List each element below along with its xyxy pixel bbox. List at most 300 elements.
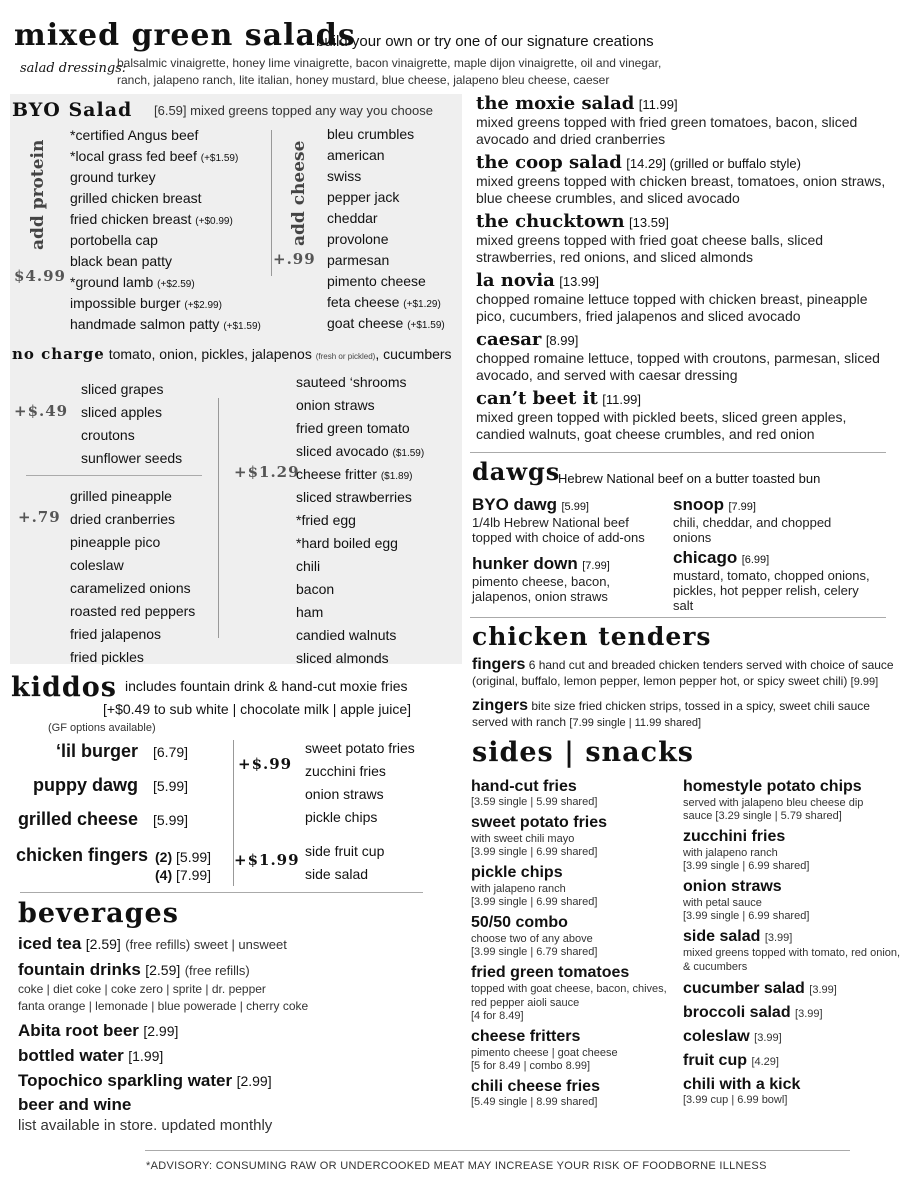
salad-heading xyxy=(476,211,896,232)
kiddos-upgrade-price-2: +$1.99 xyxy=(234,851,300,869)
salad-desc: mixed greens topped with chicken breast, tomatoes, onion straws, blue cheese crumbles, and sliced avocado xyxy=(476,173,886,206)
side-name: fruit cup xyxy=(683,1052,747,1069)
kiddos-item-name: grilled cheese xyxy=(17,809,138,829)
menu-title: mixed green salads xyxy=(14,18,356,53)
side-name: chili with a kick xyxy=(683,1076,801,1093)
side-heading xyxy=(683,1028,903,1046)
item-extra-price: (+$2.99) xyxy=(184,300,222,311)
cheese-item xyxy=(327,250,445,271)
addon-item xyxy=(296,647,424,670)
dawg-desc: mustard, tomato, chopped onions, pickles, hot pepper relish, celery salt xyxy=(673,568,870,613)
side-price: [3.99] xyxy=(795,1008,823,1020)
kiddos-items xyxy=(0,741,230,843)
side-item xyxy=(471,914,676,958)
dawg-item xyxy=(673,495,873,545)
price: [2.59] xyxy=(145,962,181,978)
addon-item xyxy=(296,394,424,417)
cheese-item xyxy=(327,313,445,334)
side-heading xyxy=(471,814,676,832)
side-heading xyxy=(683,878,903,896)
side-item xyxy=(471,778,676,808)
side-price: [3.99] xyxy=(809,984,837,996)
side-desc: choose two of any above xyxy=(471,933,593,945)
addon-item: fried pickles xyxy=(70,649,144,665)
cheese-item xyxy=(327,292,445,313)
dawg-price: [7.99] xyxy=(582,560,610,572)
protein-item xyxy=(70,314,261,335)
gf-note: (GF options available) xyxy=(48,722,156,734)
item-name: *local grass fed beef xyxy=(70,148,197,164)
cheese-item xyxy=(327,208,445,229)
kiddos-subtitle: includes fountain drink & hand-cut moxie fries xyxy=(125,678,408,694)
dawg-item xyxy=(472,495,667,545)
side-heading xyxy=(683,1004,903,1022)
iced-tea-name: iced tea xyxy=(18,934,82,953)
dawg-heading xyxy=(673,548,873,568)
addon-item: roasted red peppers xyxy=(70,603,196,619)
salad-price: [8.99] xyxy=(545,333,579,348)
kiddos-item-price: [5.99] xyxy=(153,812,189,828)
addon-item xyxy=(296,532,424,555)
signature-salad xyxy=(476,270,896,325)
kiddos-upgrade-item: onion straws xyxy=(305,786,384,802)
item-extra-price: (+$1.29) xyxy=(403,299,441,310)
salad-desc: chopped romaine lettuce topped with chicken breast, pineapple pico, cucumbers, fried jalapenos and sliced avocado xyxy=(476,291,868,324)
addon-item: pineapple pico xyxy=(70,534,161,550)
side-price: [3.99 single | 6.99 shared] xyxy=(683,910,810,922)
protein-item xyxy=(70,146,261,167)
dawg-item xyxy=(472,554,667,604)
no-charge-items-b: , cucumbers xyxy=(375,346,452,362)
byo-desc: [6.59] mixed greens topped any way you choose xyxy=(154,103,433,118)
item-name: bleu crumbles xyxy=(327,126,415,142)
salad-desc: mixed green topped with pickled beets, sliced green apples, candied walnuts, goat cheese crumbles, and red onion xyxy=(476,409,847,442)
item-extra-price: (+$1.59) xyxy=(407,320,445,331)
protein-item xyxy=(70,167,261,188)
salad-heading xyxy=(476,93,896,114)
side-desc: topped with goat cheese, bacon, chives, red pepper aioli sauce xyxy=(471,983,667,1009)
item-name: provolone xyxy=(327,231,389,247)
fountain-list-1: coke | diet coke | coke zero | sprite | dr. pepper xyxy=(18,982,266,996)
side-item xyxy=(471,964,676,1022)
salad-price: [14.29] (grilled or buffalo style) xyxy=(626,156,801,171)
price-49: +$.49 xyxy=(14,402,69,420)
salad-heading xyxy=(476,388,896,409)
side-name: hand-cut fries xyxy=(471,778,577,795)
item-name: sliced avocado xyxy=(296,443,389,459)
kiddos-item-name: ‘lil burger xyxy=(55,741,138,761)
no-charge-line xyxy=(12,345,452,363)
kiddos-item xyxy=(0,741,230,775)
side-heading xyxy=(471,778,676,796)
item-name: swiss xyxy=(327,168,362,184)
addon-list-129 xyxy=(296,371,424,670)
salad-name: the coop salad xyxy=(476,152,622,173)
side-name: chili cheese fries xyxy=(471,1078,600,1095)
addon-item xyxy=(296,463,424,486)
kiddos-upgrade-list-1 xyxy=(305,737,415,829)
fountain-name: fountain drinks xyxy=(18,960,141,979)
side-heading xyxy=(471,1028,676,1046)
side-name: pickle chips xyxy=(471,864,563,881)
addon-item: sliced apples xyxy=(81,404,162,420)
side-item xyxy=(471,1028,676,1072)
side-price: [3.99 single | 6.99 shared] xyxy=(683,860,810,872)
addon-item xyxy=(296,509,424,532)
kiddos-upgrade-item: zucchini fries xyxy=(305,763,386,779)
addon-item xyxy=(296,555,424,578)
side-item xyxy=(683,980,903,998)
salad-price: [11.99] xyxy=(638,97,678,112)
dawg-price: [6.99] xyxy=(741,554,770,566)
fingers-price: [9.99] xyxy=(850,676,879,688)
water-name: bottled water xyxy=(18,1046,124,1065)
item-name: bacon xyxy=(296,581,335,597)
item-name: *fried egg xyxy=(296,512,356,528)
salad-name: caesar xyxy=(476,329,542,350)
salad-heading xyxy=(476,329,896,350)
side-name: 50/50 combo xyxy=(471,914,568,931)
abita xyxy=(18,1021,438,1046)
divider xyxy=(20,892,423,893)
dressings-list-1: balsalmic vinaigrette, honey lime vinaigrette, bacon vinaigrette, maple dijon vinaigrette, oil and vinegar, xyxy=(117,56,662,70)
side-name: broccoli salad xyxy=(683,1004,791,1021)
add-cheese-label: add cheese xyxy=(289,140,309,246)
kiddos-upgrade-list-2 xyxy=(305,840,384,886)
side-name: zucchini fries xyxy=(683,828,786,845)
item-name: *certified Angus beef xyxy=(70,127,199,143)
kiddos-item xyxy=(0,775,230,809)
price: [2.99] xyxy=(236,1073,272,1089)
dawg-price: [5.99] xyxy=(561,501,589,513)
side-desc: pimento cheese | goat cheese xyxy=(471,1047,618,1059)
addon-item: grilled pineapple xyxy=(70,488,172,504)
menu-subtitle: build your own or try one of our signature creations xyxy=(316,33,654,50)
kiddos-item-price: [6.79] xyxy=(153,744,189,760)
item-name: *hard boiled egg xyxy=(296,535,398,551)
side-item xyxy=(683,828,903,872)
side-item xyxy=(683,1076,903,1106)
bottled-water xyxy=(18,1046,438,1071)
side-item xyxy=(683,928,903,974)
fountain-drinks xyxy=(18,960,438,982)
side-price: [3.99 cup | 6.99 bowl] xyxy=(683,1094,788,1106)
side-item xyxy=(683,778,903,822)
side-item xyxy=(471,814,676,858)
side-heading xyxy=(683,928,903,946)
abita-name: Abita root beer xyxy=(18,1021,139,1040)
divider xyxy=(145,1150,850,1151)
side-heading xyxy=(471,914,676,932)
item-name: impossible burger xyxy=(70,295,181,311)
kiddos-subtitle-2: [+$0.49 to sub white | chocolate milk | apple juice] xyxy=(103,701,412,717)
salad-heading xyxy=(476,270,896,291)
addon-list-79 xyxy=(70,485,195,669)
side-name: side salad xyxy=(683,928,761,945)
zingers-name: zingers xyxy=(472,697,529,714)
dawg-name: hunker down xyxy=(472,554,578,573)
item-extra-price: (+$1.59) xyxy=(200,153,239,164)
price: [2.59] xyxy=(85,936,121,952)
side-heading xyxy=(471,964,676,982)
side-desc: with jalapeno ranch xyxy=(683,847,778,859)
addon-item: coleslaw xyxy=(70,557,124,573)
kiddos-fingers-name: chicken fingers xyxy=(16,845,149,865)
item-name: handmade salmon patty xyxy=(70,316,220,332)
side-price: [3.99] xyxy=(764,932,793,944)
side-heading xyxy=(471,864,676,882)
item-extra-price: (+$2.59) xyxy=(157,279,195,290)
protein-price: $4.99 xyxy=(14,267,66,285)
side-desc: served with jalapeno bleu cheese dip xyxy=(683,797,864,809)
qty-4: (4) xyxy=(155,867,173,883)
salad-price: [11.99] xyxy=(602,392,642,407)
addon-item xyxy=(296,486,424,509)
protein-item xyxy=(70,230,261,251)
dawg-name: chicago xyxy=(673,548,738,567)
dawgs-title: dawgs xyxy=(472,457,561,486)
cheese-list xyxy=(327,124,445,334)
addon-item xyxy=(296,417,424,440)
no-charge-label: no charge xyxy=(12,345,105,363)
item-name: ham xyxy=(296,604,324,620)
signature-salad xyxy=(476,329,896,384)
zingers-item xyxy=(472,698,892,731)
side-name: fried green tomatoes xyxy=(471,964,630,981)
item-name: sliced strawberries xyxy=(296,489,412,505)
beer-wine-desc: list available in store. updated monthly xyxy=(18,1117,273,1134)
dressings-list-2: ranch, jalapeno ranch, lite italian, honey mustard, blue cheese, jalapeno bleu cheese, caeser xyxy=(117,73,610,87)
cheese-item xyxy=(327,271,445,292)
item-name: goat cheese xyxy=(327,315,404,331)
zingers-desc: bite size fried chicken strips, tossed in a spicy, sweet chili sauce served with ranch xyxy=(472,699,870,729)
item-name: pimento cheese xyxy=(327,273,426,289)
advisory: *ADVISORY: CONSUMING RAW OR UNDERCOOKED MEAT MAY INCREASE YOUR RISK OF FOODBORNE ILLNESS xyxy=(146,1160,767,1172)
signature-salads xyxy=(476,93,896,447)
item-extra-price: ($1.59) xyxy=(392,448,425,459)
side-item xyxy=(471,864,676,908)
dawg-heading xyxy=(673,495,873,515)
side-heading xyxy=(683,828,903,846)
cheese-item xyxy=(327,229,445,250)
price-79: +.79 xyxy=(18,508,61,526)
beer-wine: beer and wine xyxy=(18,1095,132,1114)
side-name: cheese fritters xyxy=(471,1028,581,1045)
side-name: cucumber salad xyxy=(683,980,805,997)
protein-list xyxy=(70,125,261,335)
item-name: chili xyxy=(296,558,321,574)
side-heading xyxy=(683,980,903,998)
side-item xyxy=(471,1078,676,1108)
price: [7.99] xyxy=(176,867,212,883)
add-protein-label: add protein xyxy=(28,139,48,250)
signature-salad xyxy=(476,211,896,266)
side-name: homestyle potato chips xyxy=(683,778,862,795)
kiddos-fingers xyxy=(16,845,231,883)
side-price: [4 for 8.49] xyxy=(471,1010,524,1022)
kiddos-upgrade-price-1: +$.99 xyxy=(238,755,293,773)
item-name: feta cheese xyxy=(327,294,400,310)
protein-item xyxy=(70,188,261,209)
dressings-label: salad dressings: xyxy=(20,61,127,76)
kiddos-upgrade-item: pickle chips xyxy=(305,809,378,825)
kiddos-item xyxy=(0,809,230,843)
fountain-list-2: fanta orange | lemonade | blue powerade | cherry coke xyxy=(18,999,309,1013)
protein-item xyxy=(70,125,261,146)
addon-item: sunflower seeds xyxy=(81,450,183,466)
fingers-desc: 6 hand cut and breaded chicken tenders served with choice of sauce (original, buffalo, lemon pepper, lemon pepper hot, or spicy sweet chili) xyxy=(472,658,894,688)
salad-price: [13.59] xyxy=(629,215,669,230)
beverages-title: beverages xyxy=(18,898,179,929)
kiddos-item-price: [5.99] xyxy=(153,778,189,794)
side-desc: with jalapeno ranch xyxy=(471,883,566,895)
side-price: sauce [3.29 single | 5.79 shared] xyxy=(683,810,842,822)
item-name: cheese fritter xyxy=(296,466,377,482)
salad-name: can’t beet it xyxy=(476,388,598,409)
sides-right-column xyxy=(683,778,903,1112)
item-name: ground turkey xyxy=(70,169,156,185)
dawg-desc: chili, cheddar, and chopped onions xyxy=(673,515,832,545)
side-price: [3.99] xyxy=(754,1032,782,1044)
protein-item xyxy=(70,272,261,293)
zingers-price: [7.99 single | 11.99 shared] xyxy=(569,717,702,729)
divider xyxy=(26,475,202,476)
addon-item: fried jalapenos xyxy=(70,626,162,642)
side-item xyxy=(683,1052,903,1070)
cheese-item xyxy=(327,124,445,145)
item-name: black bean patty xyxy=(70,253,172,269)
price: [1.99] xyxy=(128,1048,164,1064)
side-item xyxy=(683,878,903,922)
item-name: grilled chicken breast xyxy=(70,190,202,206)
item-name: pepper jack xyxy=(327,189,400,205)
price: [2.99] xyxy=(143,1023,179,1039)
signature-salad xyxy=(476,152,896,207)
divider xyxy=(470,452,886,453)
divider xyxy=(470,617,886,618)
salad-price: [13.99] xyxy=(559,274,600,289)
item-name: american xyxy=(327,147,385,163)
dawg-desc: pimento cheese, bacon, jalapenos, onion straws xyxy=(472,574,611,604)
side-desc: mixed greens topped with tomato, red onion, & cucumbers xyxy=(683,947,901,973)
topo-name: Topochico sparkling water xyxy=(18,1071,233,1090)
side-desc: with sweet chili mayo xyxy=(471,833,575,845)
item-name: *ground lamb xyxy=(70,274,154,290)
qty-2: (2) xyxy=(155,849,173,865)
iced-tea-desc: (free refills) sweet | unsweet xyxy=(125,937,287,952)
dawg-heading xyxy=(472,554,667,574)
item-name: cheddar xyxy=(327,210,378,226)
topochico xyxy=(18,1071,438,1095)
cheese-item xyxy=(327,145,445,166)
cheese-price: +.99 xyxy=(273,250,316,268)
item-extra-price: (+$1.59) xyxy=(223,321,261,332)
addon-item: dried cranberries xyxy=(70,511,176,527)
fingers-item xyxy=(472,657,910,690)
side-item xyxy=(683,1004,903,1022)
item-name: sauteed ‘shrooms xyxy=(296,374,407,390)
salad-name: la novia xyxy=(476,270,555,291)
beverages-list xyxy=(18,934,438,1134)
addon-item xyxy=(296,371,424,394)
divider xyxy=(271,130,272,276)
addon-item xyxy=(296,601,424,624)
side-name: onion straws xyxy=(683,878,782,895)
side-price: [3.99 single | 6.79 shared] xyxy=(471,946,598,958)
item-name: onion straws xyxy=(296,397,375,413)
addon-list-49 xyxy=(81,378,182,470)
no-charge-note: (fresh or pickled) xyxy=(315,352,376,361)
item-name: fried chicken breast xyxy=(70,211,192,227)
dawg-heading xyxy=(472,495,667,515)
side-name: sweet potato fries xyxy=(471,814,608,831)
fountain-note: (free refills) xyxy=(184,963,250,978)
tenders-title: chicken tenders xyxy=(472,622,712,651)
side-price: [5.49 single | 8.99 shared] xyxy=(471,1096,598,1108)
addon-item: croutons xyxy=(81,427,135,443)
protein-item xyxy=(70,293,261,314)
divider xyxy=(218,398,219,638)
salad-heading xyxy=(476,152,896,173)
side-price: [3.59 single | 5.99 shared] xyxy=(471,796,598,808)
sides-title: sides | snacks xyxy=(472,737,695,768)
side-desc: with petal sauce xyxy=(683,897,762,909)
addon-item: caramelized onions xyxy=(70,580,191,596)
kiddos-upgrade-item: sweet potato fries xyxy=(305,740,415,756)
protein-item xyxy=(70,209,261,230)
item-name: parmesan xyxy=(327,252,390,268)
kiddos-item-name: puppy dawg xyxy=(33,775,138,795)
item-extra-price: ($1.89) xyxy=(380,471,413,482)
side-heading xyxy=(683,778,903,796)
dawg-item xyxy=(673,548,873,613)
salad-desc: chopped romaine lettuce, topped with croutons, parmesan, sliced avocado, and served with caesar dressing xyxy=(476,350,880,383)
side-name: coleslaw xyxy=(683,1028,750,1045)
kiddos-upgrade-item: side fruit cup xyxy=(305,843,385,859)
kiddos-title: kiddos xyxy=(11,672,117,703)
protein-item xyxy=(70,251,261,272)
price: [5.99] xyxy=(176,849,212,865)
iced-tea xyxy=(18,934,438,960)
salad-desc: mixed greens topped with fried green tomatoes, bacon, sliced avocado and dried cranberries xyxy=(476,114,858,147)
addon-item xyxy=(296,624,424,647)
kiddos-upgrade-item: side salad xyxy=(305,866,369,882)
salad-name: the moxie salad xyxy=(476,93,635,114)
side-price: [3.99 single | 6.99 shared] xyxy=(471,846,598,858)
side-heading xyxy=(471,1078,676,1096)
signature-salad xyxy=(476,388,896,443)
item-name: portobella cap xyxy=(70,232,158,248)
byo-title: BYO Salad xyxy=(12,99,133,121)
cheese-item xyxy=(327,187,445,208)
side-price: [3.99 single | 6.99 shared] xyxy=(471,896,598,908)
item-name: sliced almonds xyxy=(296,650,389,666)
fingers-name: fingers xyxy=(472,656,526,673)
sides-left-column xyxy=(471,778,676,1114)
addon-item xyxy=(296,578,424,601)
salad-name: the chucktown xyxy=(476,211,625,232)
side-heading xyxy=(683,1076,903,1094)
dawg-desc: 1/4lb Hebrew National beef topped with choice of add-ons xyxy=(472,515,645,545)
dawgs-subtitle: Hebrew National beef on a butter toasted bun xyxy=(558,471,821,486)
item-extra-price: (+$0.99) xyxy=(195,216,233,227)
cheese-item xyxy=(327,166,445,187)
addon-item: sliced grapes xyxy=(81,381,164,397)
signature-salad xyxy=(476,93,896,148)
item-name: candied walnuts xyxy=(296,627,397,643)
no-charge-items: tomato, onion, pickles, jalapenos xyxy=(108,346,312,362)
addon-item xyxy=(296,440,424,463)
